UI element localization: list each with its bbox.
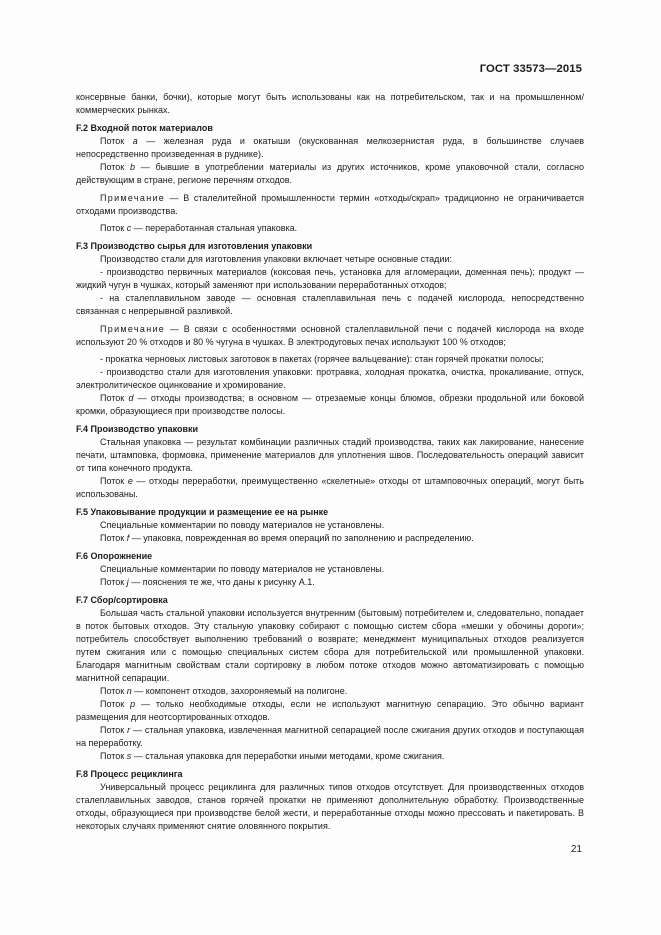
section-f5-heading: F.5 Упаковывание продукции и размещение ее на рынке [76, 507, 329, 517]
paragraph: Поток b — бывшие в употреблении материалы из других источников, кроме упаковочной стали, согласно действующим в стране, регионе перечням отходов. [76, 162, 584, 185]
paragraph: Специальные комментарии по поводу материалов не установлены. [100, 520, 385, 530]
section-f3-heading: F.3 Производство сырья для изготовления упаковки [76, 241, 313, 251]
paragraph: Специальные комментарии по поводу материалов не установлены. [100, 564, 385, 574]
list-item: - на сталеплавильном заводе — основная сталеплавильная печь с подачей кислорода, непосредственно связанная с непрерывной разливкой. [76, 293, 584, 316]
paragraph: Поток e — отходы переработки, преимущественно «скелетные» отходы от штамповочных операций, могут быть использованы. [76, 476, 584, 499]
page-number: 21 [570, 844, 582, 855]
paragraph: Большая часть стальной упаковки используется внутренним (бытовым) потребителем и, следовательно, попадает в поток бытовых отходов. Эту стальную упаковку собирают с помощью систем сбора «мешки у обочины дороги»; потребитель способствует выполнению требований о возврате; менеджмент муниципальных отходов реализуется путем сжигания или с помощью специальных систем сбора для потребительской или промышленной упаковки. Благодаря магнитным свойствам стали сортировку в любом потоке отходов можно автоматизировать с помощью магнитной сепарации. [76, 608, 584, 683]
intro-paragraph: консервные банки, бочки), которые могут быть использованы как на потребительском, так и на промышленном/коммерческих рынках. [76, 92, 584, 115]
paragraph: Поток n — компонент отходов, захороняемый на полигоне. [100, 686, 348, 696]
paragraph: Поток r — стальная упаковка, извлеченная магнитной сепарацией после сжигания других отходов и поступающая на переработку. [76, 725, 584, 748]
list-item: - производство стали для изготовления упаковки: протравка, холодная прокатка, очистка, прокаливание, отпуск, электролитическое оцинкование и хромирование. [76, 367, 584, 390]
paragraph: Универсальный процесс рециклинга для различных типов отходов отсутствует. Для производственных отходов сталеплавильных заводов, станов горячей прокатки не применяют дополнительную обработку. Производственные отходы, образующиеся при производстве белой жести, и переработанные отходы можно прессовать и пакетировать. В некоторых случаях применяют снятие оловянного покрытия. [76, 782, 584, 831]
section-f4-heading: F.4 Производство упаковки [76, 424, 199, 434]
section-f7-heading: F.7 Сбор/сортировка [76, 595, 168, 605]
paragraph: Стальная упаковка — результат комбинации различных стадий производства, таких как лакирование, нанесение печати, штамповка, формовка, применение материалов для уплотнения швов. Последовательность операций зависит от типа конечного продукта. [76, 437, 584, 473]
list-item: - производство первичных материалов (коксовая печь, установка для агломерации, доменная печь); продукт — жидкий чугун в чушках, который заменяют при использовании переработанных отходов; [76, 267, 584, 290]
section-f2-heading: F.2 Входной поток материалов [76, 123, 213, 133]
document-code: ГОСТ 33573—2015 [479, 63, 582, 75]
paragraph: Поток s — стальная упаковка для переработки иными методами, кроме сжигания. [100, 751, 445, 761]
paragraph: Производство стали для изготовления упаковки включает четыре основные стадии: [100, 254, 452, 264]
list-item: - прокатка черновых листовых заготовок в пакетах (горячее вальцевание): стан горячей прокатки полосы; [100, 354, 544, 364]
paragraph: Поток p — только необходимые отходы, если не используют магнитную сепарацию. Это обычно вариант размещения для неотсортированных отходов. [76, 699, 584, 722]
note: Примечание — В связи с особенностями основной сталеплавильной печи с подачей кислорода на входе используют 20 % отходов и 80 % чугуна в чушках. В электродуговых печах используют 100 % отходов; [76, 324, 584, 347]
section-f6-heading: F.6 Опорожнение [76, 551, 153, 561]
paragraph: Поток c — переработанная стальная упаковка. [100, 223, 298, 233]
paragraph: Поток d — отходы производства; в основном — отрезаемые концы блюмов, обрезки продольной или боковой кромки, образующиеся при производстве полосы. [76, 393, 585, 416]
paragraph: Поток a — железная руда и окатыши (окускованная мелкозернистая руда, в большинстве случаев непосредственно произведенная в руднике). [76, 136, 584, 159]
paragraph: Поток j — пояснения те же, что даны к рисунку А.1. [100, 577, 315, 587]
section-f8-heading: F.8 Процесс рециклинга [76, 769, 183, 779]
note: Примечание — В сталелитейной промышленности термин «отходы/скрап» традиционно не ограничивается отходами производства. [76, 193, 584, 216]
paragraph: Поток f — упаковка, поврежденная во время операций по заполнению и распределению. [100, 533, 474, 543]
document-body [76, 91, 584, 833]
